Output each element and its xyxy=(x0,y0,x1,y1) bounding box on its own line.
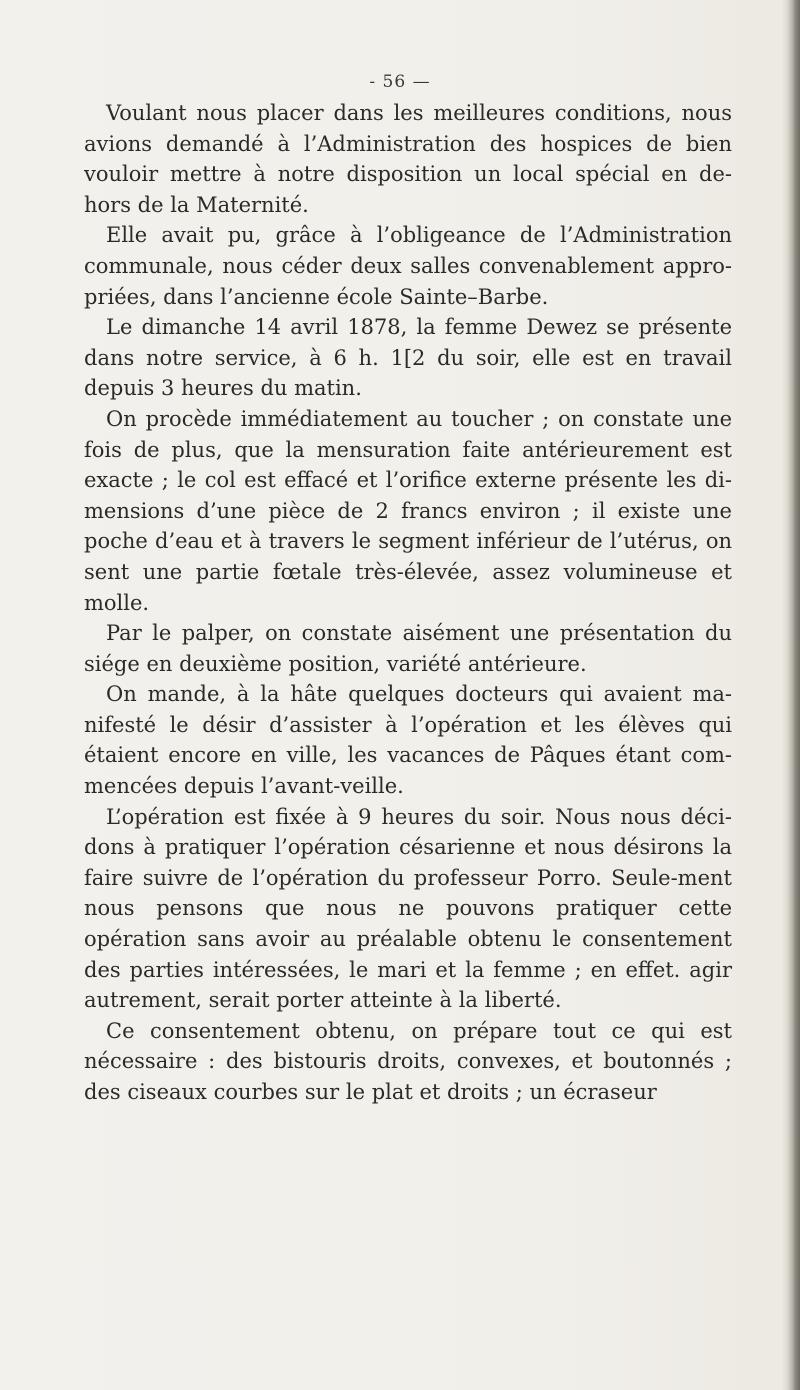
page-number: - 56 — xyxy=(369,72,431,92)
paragraph-1: Voulant nous placer dans les meilleures conditions, nous avions demandé à l’Administration des hospices de bien vouloir mettre à notre disposition un local spécial en de-hors de la Maternité. xyxy=(84,101,732,217)
paragraph-4: On procède immédiatement au toucher ; on constate une fois de plus, que la mensuration faite antérieurement est exacte ; le col est effacé et l’orifice externe présente les di-mensions d’une pièce de 2 francs environ ; il existe une poche d’eau et à travers le segment inférieur de l’utérus, on sent une partie fœtale très-élevée, assez volumineuse et molle. xyxy=(84,406,732,615)
paragraph-3: Le dimanche 14 avril 1878, la femme Dewez se présente dans notre service, à 6 h. 1[2 du soir, elle est en travail depuis 3 heures du matin. xyxy=(84,315,732,401)
paragraph-8: Ce consentement obtenu, on prépare tout ce qui est nécessaire : des bistouris droits, convexes, et boutonnés ; des ciseaux courbes sur le plat et droits ; un écraseur xyxy=(84,1018,732,1104)
paragraph-6: On mande, à la hâte quelques docteurs qui avaient ma-nifesté le désir d’assister à l’opération et les élèves qui étaient encore en ville, les vacances de Pâques étant com-mencées depuis l’avant-veille. xyxy=(84,682,732,799)
paragraph-2: Elle avait pu, grâce à l’obligeance de l’Administration communale, nous céder deux salles convenablement appro-priées, dans l’ancienne école Sainte–Barbe. xyxy=(84,223,732,309)
book-spine-edge xyxy=(788,0,800,1390)
body-text xyxy=(84,98,732,1108)
paragraph-5: Par le palper, on constate aisément une présentation du siége en deuxième position, variété antérieure. xyxy=(84,621,732,676)
paragraph-7: L’opération est fixée à 9 heures du soir. Nous nous déci-dons à pratiquer l’opération césarienne et nous désirons la faire suivre de l’opération du professeur Porro. Seule-ment nous pensons que nous ne pouvons pratiquer cette opération sans avoir au préalable obtenu le consentement des parties intéressées, le mari et la femme ; en effet. agir autrement, serait porter atteinte à la liberté. xyxy=(84,804,732,1013)
